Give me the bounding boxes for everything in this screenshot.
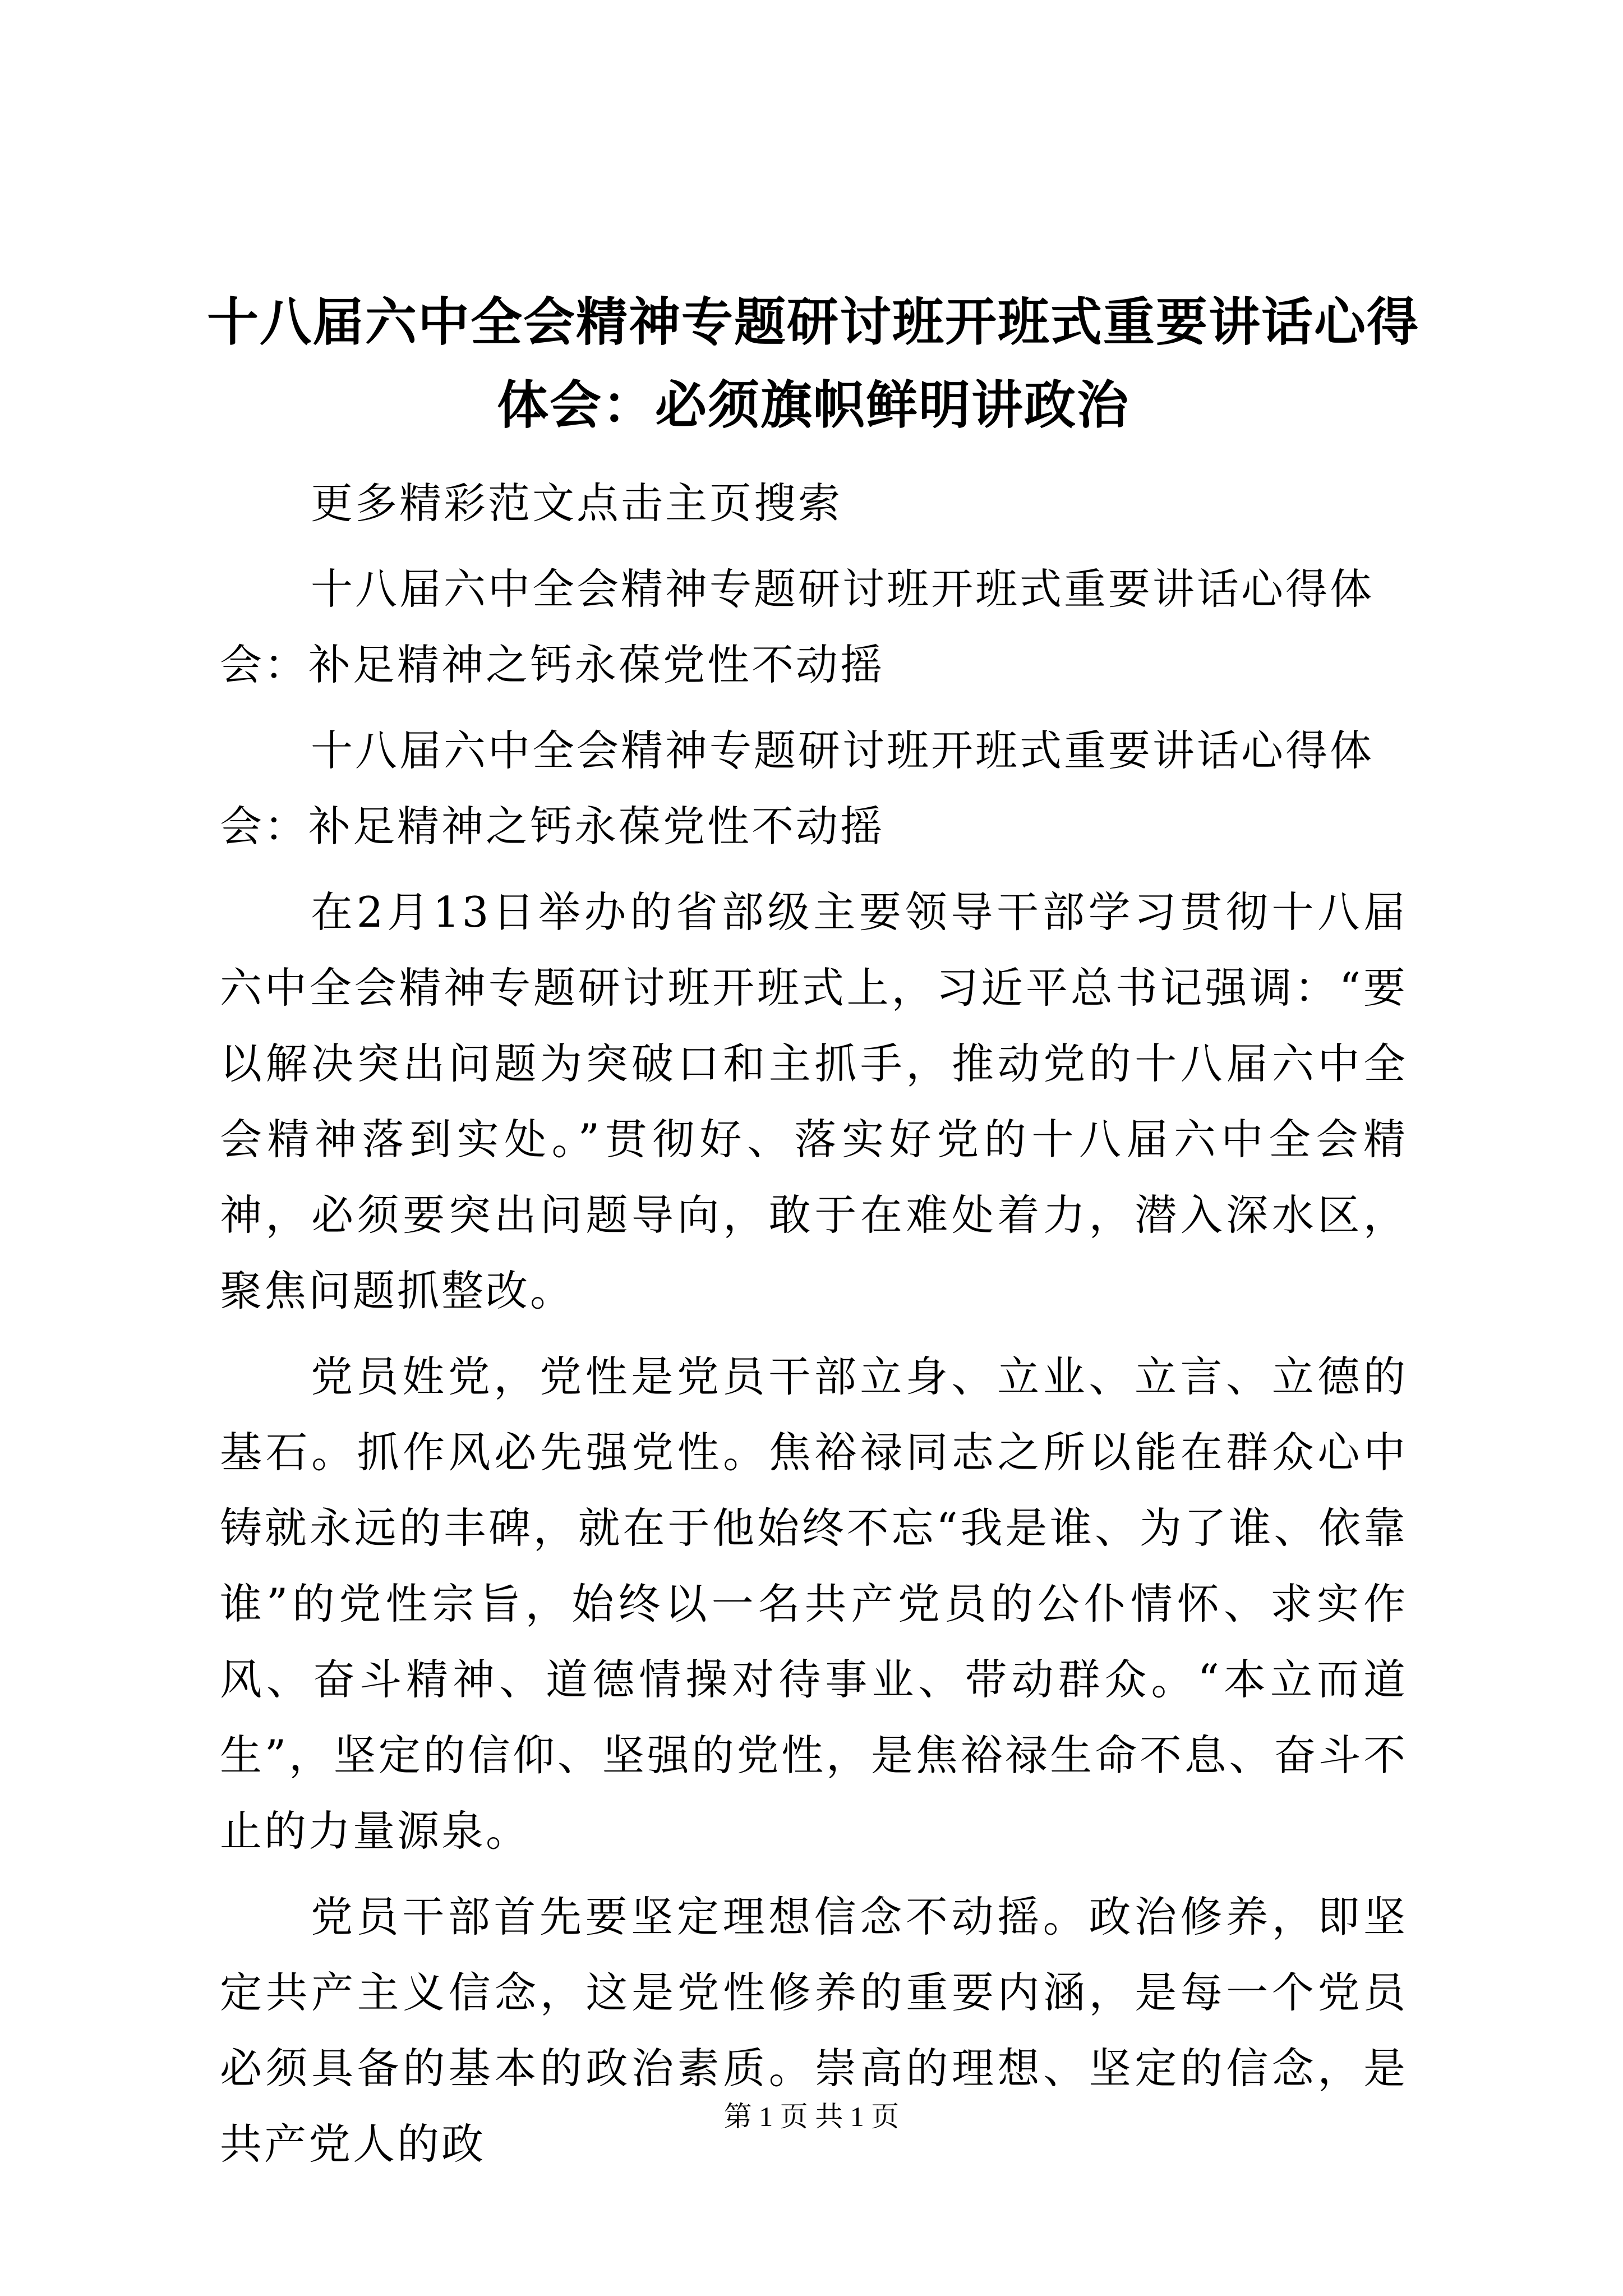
paragraph-body-3: 党员干部首先要坚定理想信念不动摇。政治修养，即坚定共产主义信念，这是党性修养的重要内涵，是每一个党员必须具备的基本的政治素质。崇高的理想、坚定的信念，是共产党人的政 — [220, 1892, 1408, 2169]
paragraph-intro-link-text: 更多精彩范文点击主页搜索 — [311, 478, 843, 528]
paragraph-body-2: 党员姓党，党性是党员干部立身、立业、立言、立德的基石。抓作风必先强党性。焦裕禄同志之所以能在群众心中铸就永远的丰碑，就在于他始终不忘“我是谁、为了谁、依靠谁”的党性宗旨，始终以一名共产党员的公仆情怀、求实作风、奋斗精神、道德情操对待事业、带动群众。“本立而道生”，坚定的信仰、坚强的党性，是焦裕禄生命不息、奋斗不止的力量源泉。 — [220, 1352, 1408, 1856]
document-body — [220, 466, 1408, 2192]
page-footer: 第 1 页 共 1 页 — [723, 2101, 900, 2132]
document-title: 十八届六中全会精神专题研讨班开班式重要讲话心得体会：必须旗帜鲜明讲政治 — [206, 292, 1419, 435]
paragraph-subtitle-1: 十八届六中全会精神专题研讨班开班式重要讲话心得体会：补足精神之钙永葆党性不动摇 — [220, 564, 1375, 689]
paragraph-body-1: 在2月13日举办的省部级主要领导干部学习贯彻十八届六中全会精神专题研讨班开班式上，习近平总书记强调：“要以解决突出问题为突破口和主抓手，推动党的十八届六中全会精神落到实处。”贯彻好、落实好党的十八届六中全会精神，必须要突出问题导向，敢于在难处着力，潜入深水区，聚焦问题抓整改。 — [220, 887, 1408, 1315]
paragraph-subtitle-2: 十八届六中全会精神专题研讨班开班式重要讲话心得体会：补足精神之钙永葆党性不动摇 — [220, 726, 1375, 851]
